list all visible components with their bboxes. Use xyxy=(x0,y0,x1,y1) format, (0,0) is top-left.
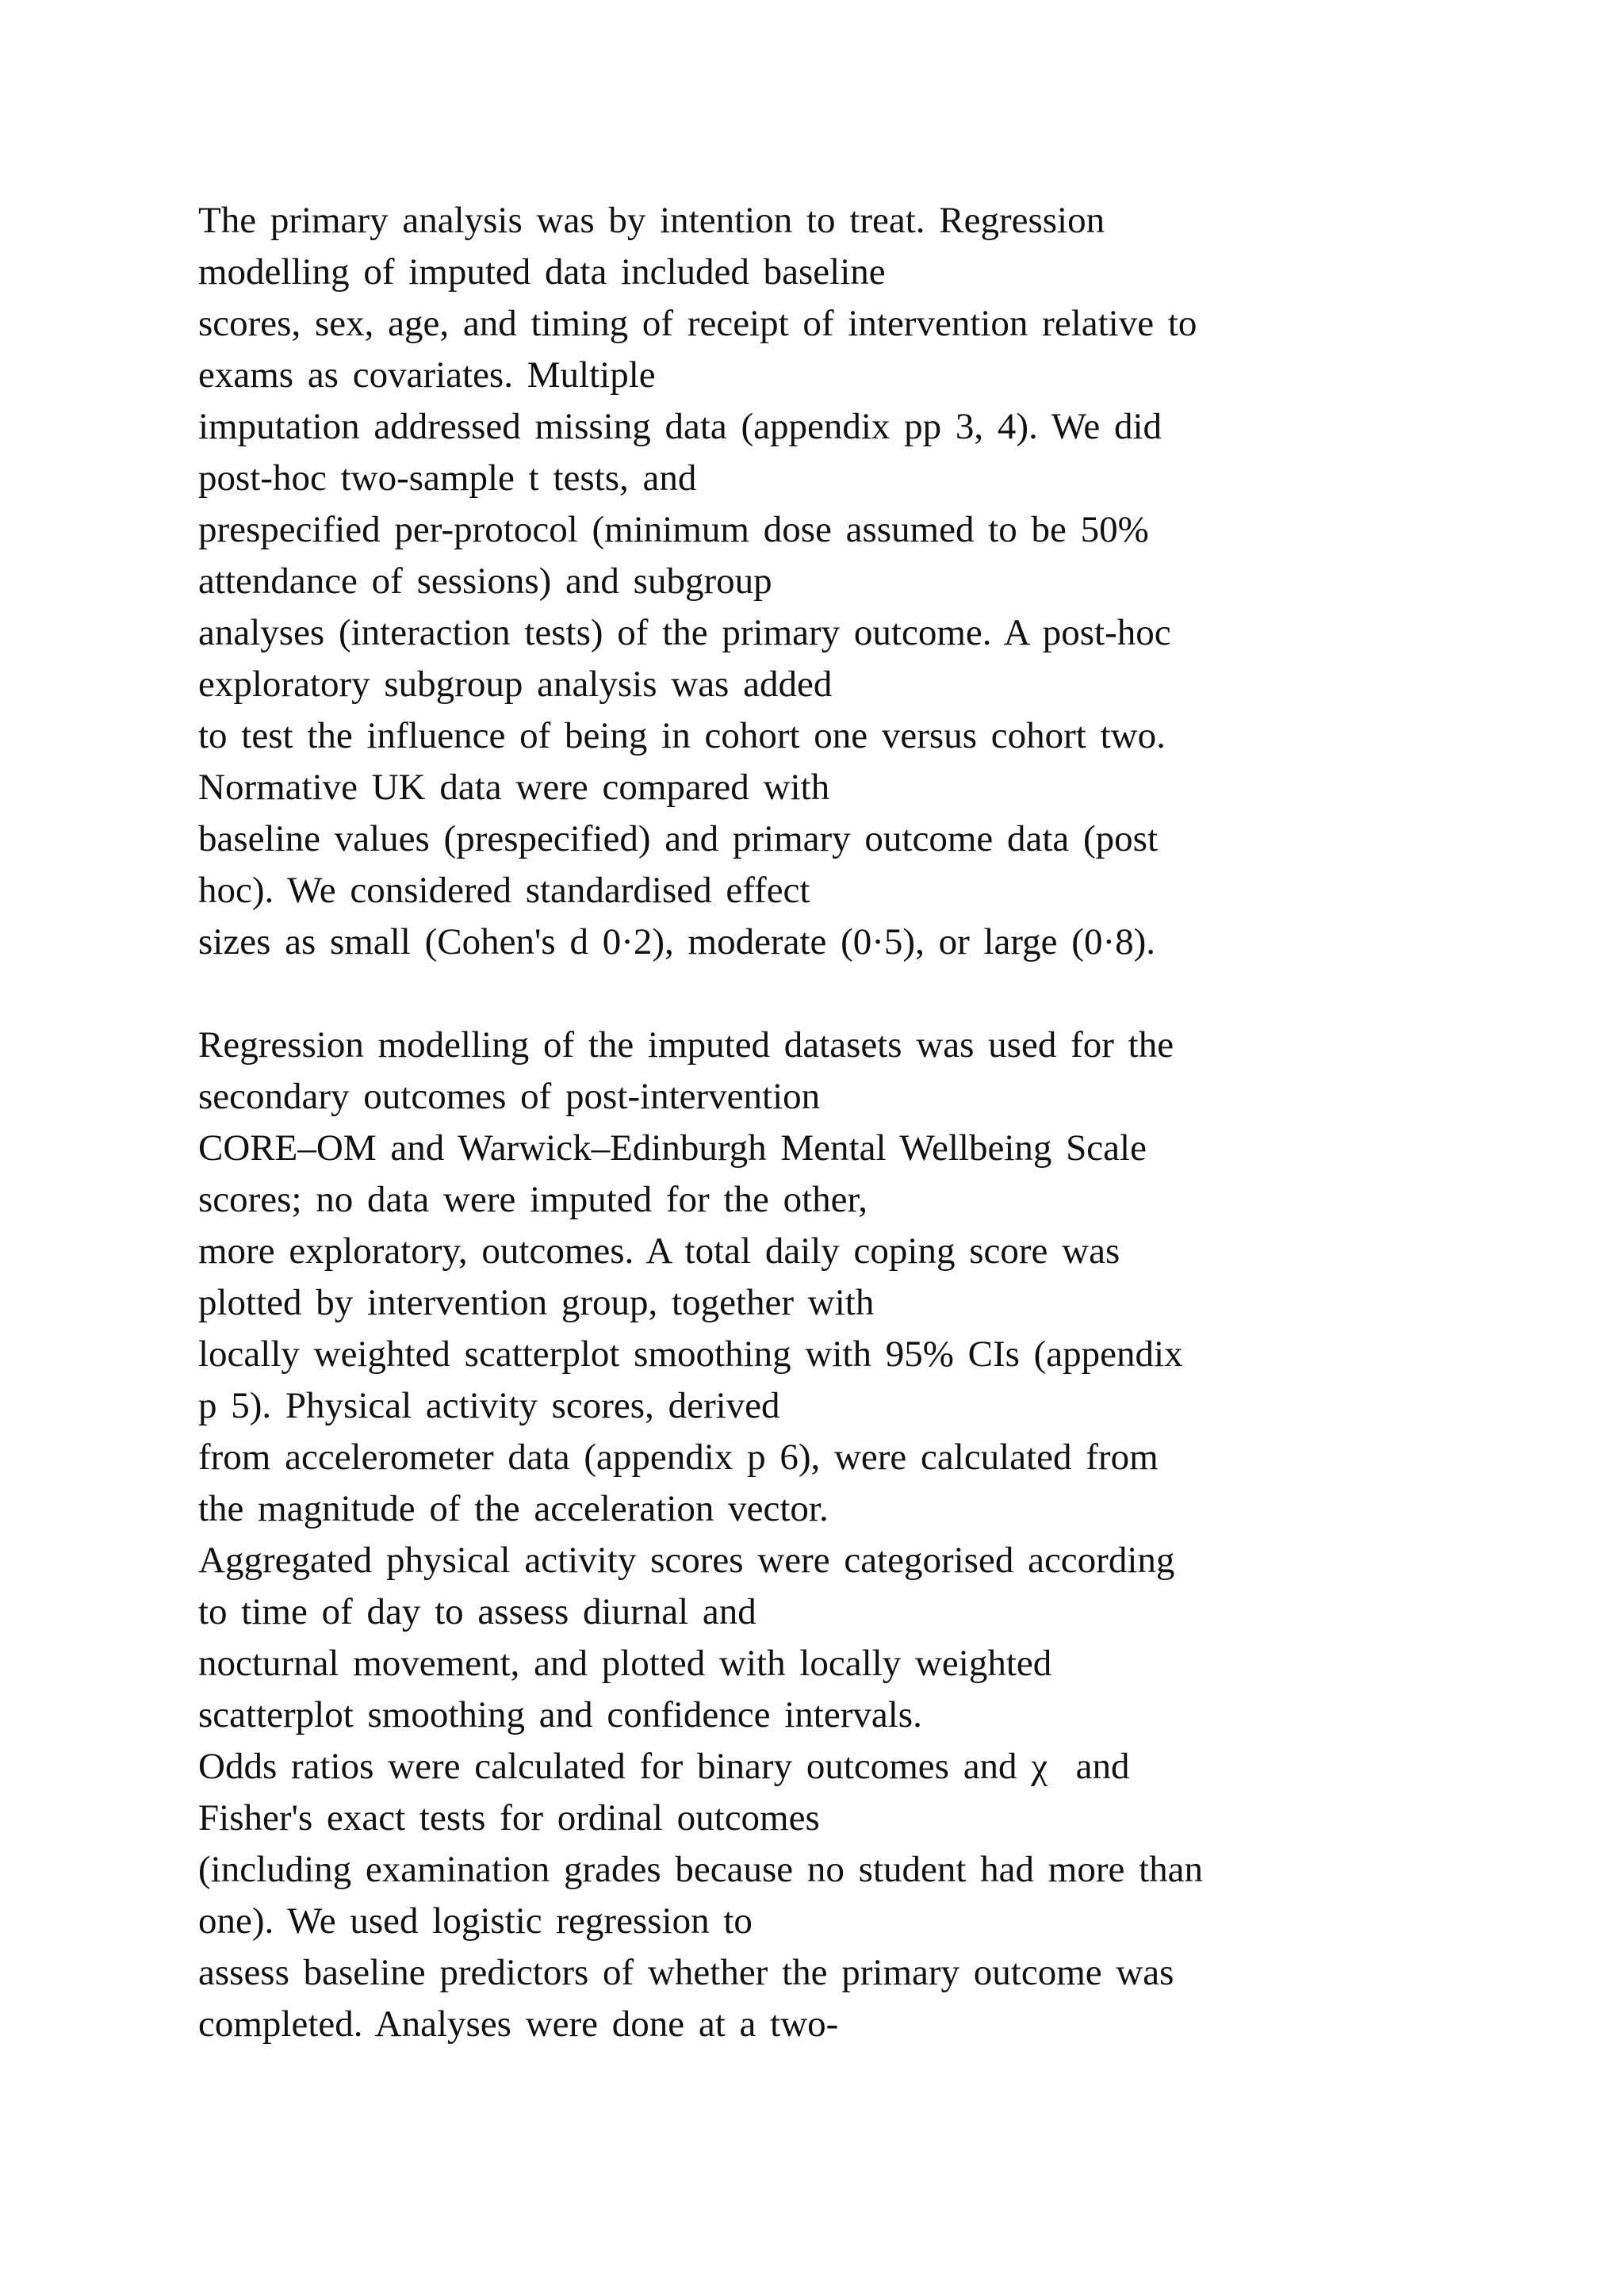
paragraph-1 xyxy=(198,195,1515,968)
text-line: the magnitude of the acceleration vector. xyxy=(198,1488,829,1529)
text-line: scores, sex, age, and timing of receipt of intervention relative to xyxy=(198,303,1197,344)
text-line: Normative UK data were compared with xyxy=(198,767,830,808)
text-line: CORE–OM and Warwick–Edinburgh Mental Wellbeing Scale xyxy=(198,1127,1147,1169)
text-line: locally weighted scatterplot smoothing with 95% CIs (appendix xyxy=(198,1334,1183,1375)
text-line: Fisher's exact tests for ordinal outcomes xyxy=(198,1797,820,1839)
text-line: modelling of imputed data included baseline xyxy=(198,251,886,293)
text-line: imputation addressed missing data (appendix pp 3, 4). We did xyxy=(198,406,1162,447)
text-line: p 5). Physical activity scores, derived xyxy=(198,1385,780,1426)
text-line: sizes as small (Cohen's d 0·2), moderate (0·5), or large (0·8). xyxy=(198,921,1156,962)
text-line: scores; no data were imputed for the other, xyxy=(198,1179,868,1220)
text-line: completed. Analyses were done at a two- xyxy=(198,2003,839,2045)
body-text xyxy=(198,195,1515,2050)
text-line: scatterplot smoothing and confidence intervals. xyxy=(198,1694,922,1735)
text-line: (including examination grades because no student had more than xyxy=(198,1849,1204,1890)
text-line: exploratory subgroup analysis was added xyxy=(198,664,833,705)
text-line: assess baseline predictors of whether the primary outcome was xyxy=(198,1952,1174,1993)
text-line: to test the influence of being in cohort one versus cohort two. xyxy=(198,715,1166,756)
paragraph-gap xyxy=(198,968,1515,1020)
text-line: The primary analysis was by intention to treat. Regression xyxy=(198,200,1105,241)
text-line: more exploratory, outcomes. A total daily coping score was xyxy=(198,1230,1120,1272)
text-line: plotted by intervention group, together with xyxy=(198,1282,875,1323)
text-line: to time of day to assess diurnal and xyxy=(198,1591,756,1632)
text-line: post-hoc two-sample t tests, and xyxy=(198,457,697,499)
text-line: Regression modelling of the imputed datasets was used for the xyxy=(198,1024,1174,1066)
text-line: one). We used logistic regression to xyxy=(198,1900,753,1942)
text-line: analyses (interaction tests) of the primary outcome. A post-hoc xyxy=(198,612,1171,653)
text-line: prespecified per-protocol (minimum dose assumed to be 50% xyxy=(198,509,1149,550)
text-line: Aggregated physical activity scores were categorised according xyxy=(198,1540,1175,1581)
text-line: secondary outcomes of post-intervention xyxy=(198,1076,821,1117)
text-line: attendance of sessions) and subgroup xyxy=(198,561,772,602)
text-line: hoc). We considered standardised effect xyxy=(198,870,810,911)
text-line: exams as covariates. Multiple xyxy=(198,354,656,396)
text-line: nocturnal movement, and plotted with locally weighted xyxy=(198,1643,1052,1684)
text-line: baseline values (prespecified) and primary outcome data (post xyxy=(198,818,1159,859)
text-line: Odds ratios were calculated for binary outcomes and χ and xyxy=(198,1746,1130,1787)
text-line: from accelerometer data (appendix p 6), were calculated from xyxy=(198,1437,1159,1478)
paragraph-2 xyxy=(198,1020,1515,2050)
